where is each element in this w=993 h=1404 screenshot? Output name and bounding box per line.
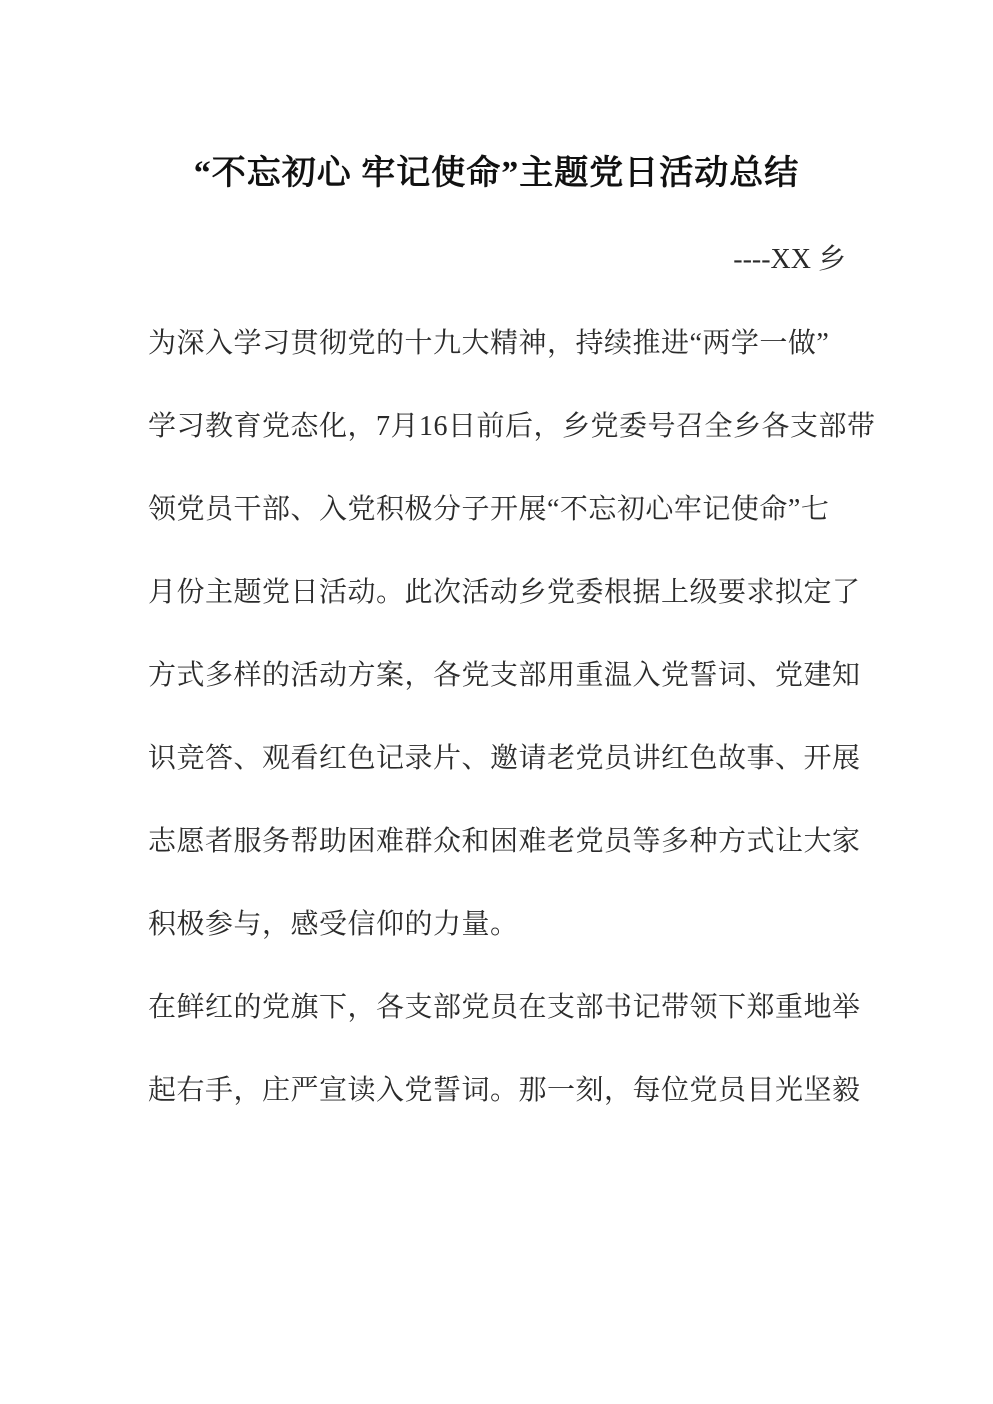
document-body xyxy=(148,302,876,1132)
document-title: “不忘初心 牢记使命”主题党日活动总结 xyxy=(193,155,800,192)
body-line: 为深入学习贯彻党的十九大精神，持续推进“两学一做” xyxy=(148,328,830,359)
body-line: 月份主题党日活动。此次活动乡党委根据上级要求拟定了 xyxy=(148,577,861,608)
paragraph-1 xyxy=(148,302,876,966)
body-line: 志愿者服务帮助困难群众和困难老党员等多种方式让大家 xyxy=(148,826,861,857)
paragraph-2 xyxy=(148,966,861,1132)
body-line: 方式多样的活动方案，各党支部用重温入党誓词、党建知 xyxy=(148,660,861,691)
body-line: 学习教育党态化，7月16日前后，乡党委号召全乡各支部带 xyxy=(148,411,876,442)
body-line: 识竞答、观看红色记录片、邀请老党员讲红色故事、开展 xyxy=(148,743,861,774)
body-line: 积极参与，感受信仰的力量。 xyxy=(148,909,519,940)
body-line: 起右手，庄严宣读入党誓词。那一刻，每位党员目光坚毅 xyxy=(148,1075,861,1106)
document-byline: ----XX 乡 xyxy=(733,244,846,275)
body-line: 领党员干部、入党积极分子开展“不忘初心牢记使命”七 xyxy=(148,494,830,525)
body-line: 在鲜红的党旗下，各支部党员在支部书记带领下郑重地举 xyxy=(148,992,861,1023)
